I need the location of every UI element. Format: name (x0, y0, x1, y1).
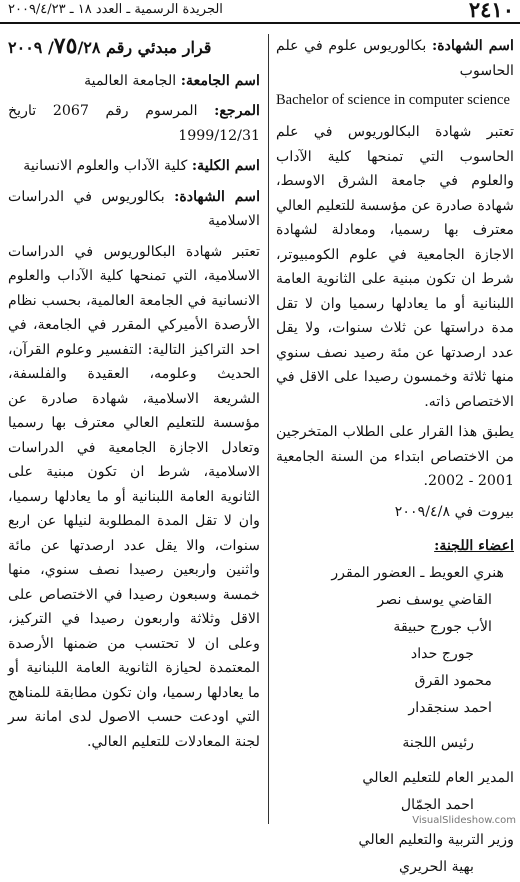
degree-label: اسم الشهادة: (174, 188, 261, 205)
reference-label: المرجع: (214, 103, 260, 119)
committee-member: احمد سنجقدار (408, 699, 492, 716)
page-number: ٢٤١٠ (468, 0, 514, 22)
faculty-label: اسم الكلية: (191, 158, 260, 174)
degree-field (276, 34, 514, 83)
decision-body: تعتبر شهادة البكالوريوس في علم الحاسوب التي تمنحها كلية الآداب والعلوم في جامعة الشرق الاوسط، شهادة صادرة عن مؤسسة للتعليم العالي معترف بها رسميا، ومعادلة لشهادة الاجازة الجامعية في علوم الكومبيوتر، شرط ان تكون مبنية على الثانوية العامة اللبنانية أو ما يعادلها رسميا وان لا تقل مدة دراستها عن ثلاث سنوات، ولا يقل عدد ارصدتها عن مئة رصيد نصف سنوي منها ثلاثة وخمسون رصيدا على الاقل في الاختصاص ذاته. (276, 124, 514, 410)
university-value: الجامعة العالمية (84, 72, 177, 89)
reference-value: المرسوم رقم 2067 تاريخ 1999/12/31 (8, 103, 260, 144)
minister-title: وزير التربية والتعليم العالي (358, 831, 514, 848)
decision-body: تعتبر شهادة البكالوريوس في الدراسات الاسلامية، التي تمنحها كلية الآداب والعلوم الانسانية في الجامعة العالمية، بحسب نظام الأرصدة الأميركي المقرر في الجامعة، في احد التراكيز التالية: التفسير وعلوم القرآن، الحديث وعلومه، العقيدة والفلسفة، الشريعة الاسلامية، شهادة صادرة عن مؤسسة للتعليم العالي معترف بها رسميا وتعادل الاجازة الجامعية في الدراسات الاسلامية، شرط ان تكون مبنية على الثانوية العامة اللبنانية أو ما يعادلها رسميا، وان لا تقل المدة المطلوبة لنيلها عن اربع سنوات، والا يقل عدد ارصدتها عن مائة واثنين واربعين رصيدا نصف سنوي، منها خمسة وسبعون رصيدا في الاختصاص على الاقل وثلاثة واربعون رصيدا في التركيز، وعلى ان لا تحتسب من ضمنها الأرصدة المعتمدة لحيازة الثانوية العامة اللبنانية أو ما يعادلها رسميا، وان تكون مطابقة للمناهج التي اودعت حسب الاصول لدى امانة سر لجنة المعادلات للتعليم العالي. (8, 243, 260, 750)
university-label: اسم الجامعة: (180, 72, 260, 89)
watermark: VisualSlideshow.com (412, 815, 516, 826)
degree-value: بكالوريوس في الدراسات الاسلامية (8, 188, 260, 229)
minister-name: بهية الحريري (398, 858, 474, 875)
decision-number: ٧٥ (53, 33, 78, 59)
decision-title-prefix: قرار مبدئي رقم (106, 38, 212, 57)
committee-member: جورج حداد (410, 645, 474, 662)
decision-title (8, 34, 260, 61)
page-header (0, 0, 520, 24)
column-divider (268, 34, 269, 824)
faculty-value: كلية الآداب والعلوم الانسانية (23, 158, 188, 174)
degree-field (8, 185, 260, 234)
director-general-name: احمد الجمّال (400, 796, 474, 813)
degree-english-name: Bachelor of science in computer science (276, 92, 510, 108)
gazette-issue-line: الجريدة الرسمية ـ العدد ١٨ ـ ٢٠٠٩/٤/٢٣ (8, 2, 223, 17)
committee-chair-title: رئيس اللجنة (402, 734, 474, 751)
faculty-field (8, 154, 260, 179)
committee-member: محمود القرق (414, 672, 492, 689)
committee-member: الأب جورج حبيقة (393, 618, 492, 635)
applies-clause: يطبق هذا القرار على الطلاب المتخرجين من الاختصاص ابتداء من السنة الجامعية 2001 - 2002. (276, 424, 514, 489)
university-field (8, 69, 260, 94)
committee-member: هنري العويط ـ العضور المقرر (331, 564, 504, 581)
left-column (8, 34, 260, 760)
decision-date: /٢٨/ ٢٠٠٩ (8, 38, 101, 57)
degree-label: اسم الشهادة: (431, 38, 515, 54)
committee-members-heading: اعضاء اللجنة: (434, 538, 514, 554)
date-line: بيروت في ٢٠٠٩/٤/٨ (394, 503, 514, 520)
reference-field (8, 99, 260, 148)
right-column (276, 34, 514, 882)
degree-value: بكالوريوس علوم في علم الحاسوب (276, 38, 514, 79)
committee-member: القاضي يوسف نصر (377, 591, 492, 608)
director-general-title: المدير العام للتعليم العالي (362, 769, 514, 786)
